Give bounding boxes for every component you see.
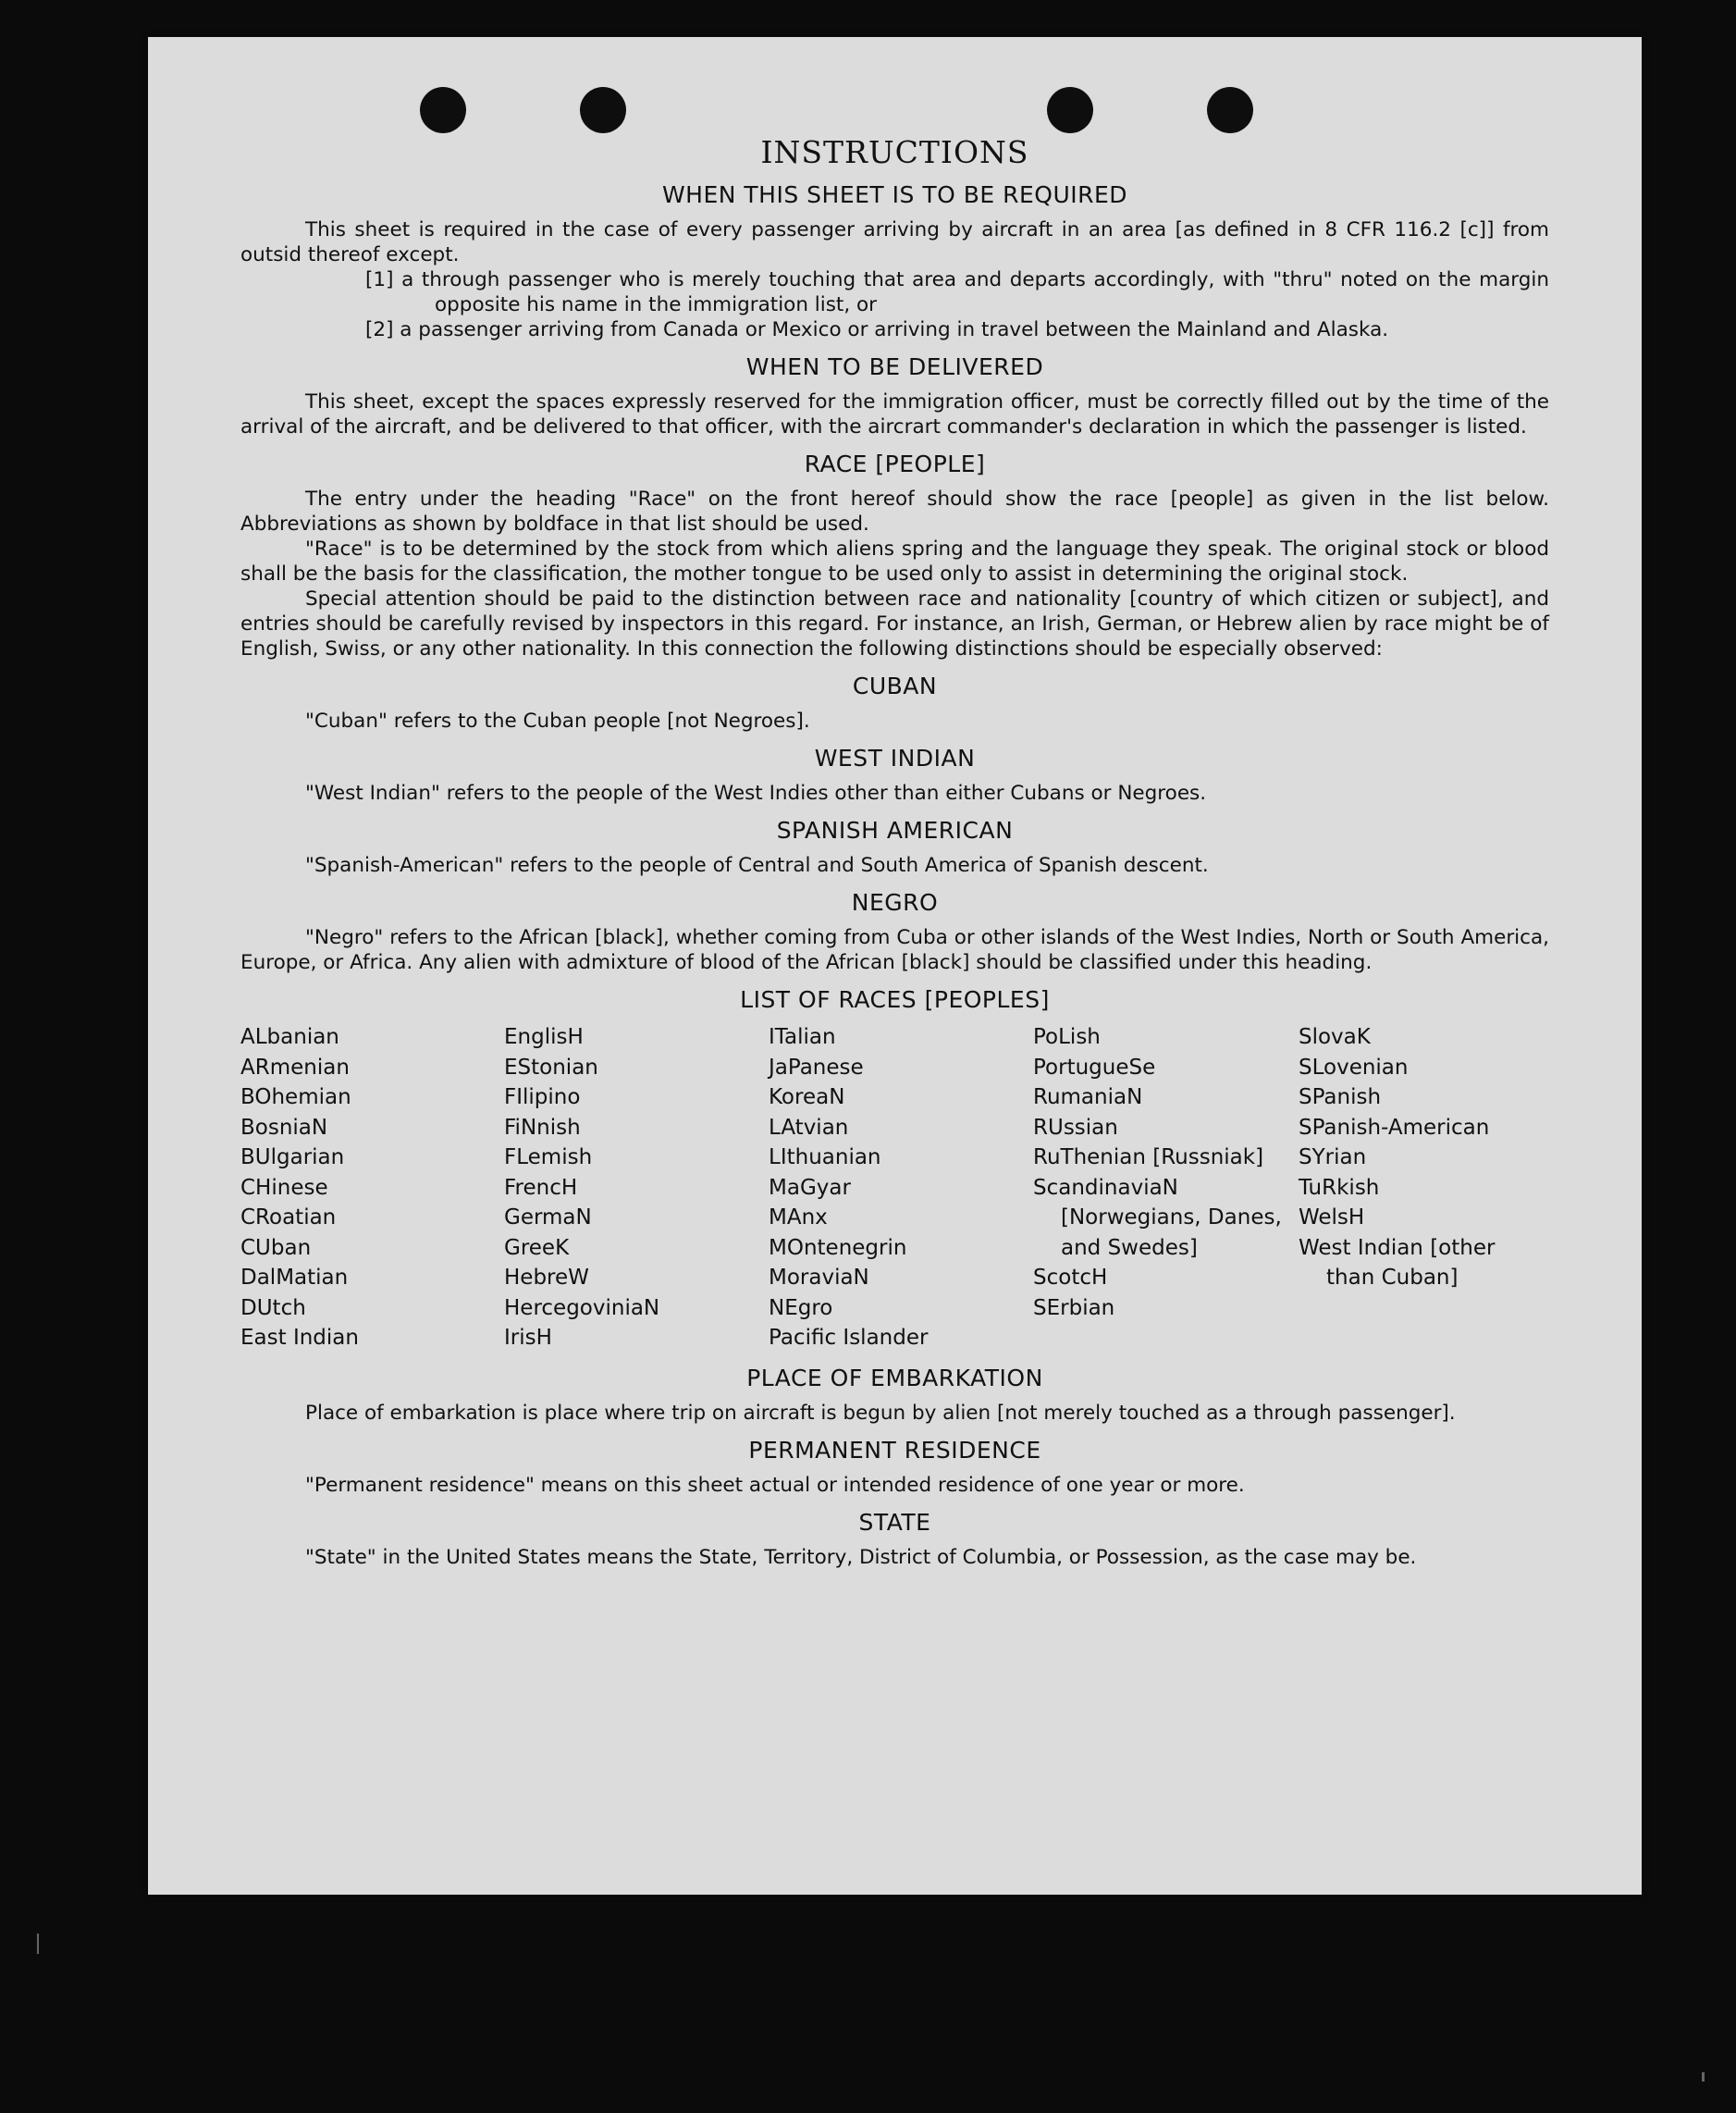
race-entry: FrencH [504, 1175, 578, 1200]
race-entry: SErbian [1033, 1295, 1115, 1320]
race-entry: ScotcH [1033, 1266, 1108, 1290]
race-entry: EStonian [504, 1055, 598, 1080]
spanish-american-text: "Spanish-American" refers to the people of Central and South America of Spanish descent. [305, 854, 1209, 877]
race-entry: FiNnish [504, 1115, 581, 1140]
punch-hole [580, 87, 626, 133]
race-entry: JaPanese [769, 1055, 864, 1080]
exception-item: [2] a passenger arriving from Canada or Mexico or arriving in travel between the Mainland and Alaska. [365, 318, 1389, 341]
race-entry: FIlipino [504, 1085, 581, 1109]
cuban-text: "Cuban" refers to the Cuban people [not Negroes]. [305, 710, 810, 733]
race-entry: HebreW [504, 1266, 589, 1290]
punch-hole [1047, 87, 1093, 133]
race-entry: IrisH [504, 1326, 552, 1350]
race-entry: SYrian [1299, 1145, 1367, 1169]
sheet-content [240, 134, 1549, 1570]
permanent-residence-text: "Permanent residence" means on this sheet actual or intended residence of one year or more. [305, 1473, 1245, 1497]
scan-mark [37, 1934, 39, 1954]
race-paragraph: The entry under the heading "Race" on the front hereof should show the race [people] as given in the list below. Abbreviations as shown by boldface in that list should be used. [240, 488, 1549, 536]
race-entry: WelsH [1299, 1205, 1365, 1229]
race-entry: East Indian [240, 1326, 359, 1350]
race-entry: LAtvian [769, 1115, 849, 1140]
state-text: "State" in the United States means the State, Territory, District of Columbia, or Possession, as the case may be. [305, 1545, 1417, 1569]
race-entry: BosniaN [240, 1115, 328, 1140]
race-entry: ARmenian [240, 1055, 350, 1080]
heading-cuban: CUBAN [852, 673, 938, 699]
race-entry: EnglisH [504, 1025, 584, 1049]
race-entry: DalMatian [240, 1266, 349, 1290]
west-indian-text: "West Indian" refers to the people of the West Indies other than either Cubans or Negroes. [305, 782, 1207, 805]
heading-when-required: WHEN THIS SHEET IS TO BE REQUIRED [661, 181, 1128, 208]
race-entry: BUlgarian [240, 1145, 345, 1169]
race-entry: CHinese [240, 1175, 328, 1200]
scan-mark [1702, 2072, 1705, 2082]
races-column [240, 1022, 504, 1353]
race-entry: MOntenegrin [769, 1235, 907, 1260]
race-entry: SPanish-American [1299, 1115, 1490, 1140]
race-entry: MAnx [769, 1205, 828, 1229]
race-entry: SlovaK [1299, 1025, 1371, 1049]
race-entry: ITalian [769, 1025, 836, 1049]
races-column [1033, 1022, 1299, 1353]
heading-permanent-residence: PERMANENT RESIDENCE [748, 1436, 1041, 1464]
races-column [1299, 1022, 1549, 1353]
place-of-embarkation-text: Place of embarkation is place where trip on aircraft is begun by alien [not merely touched as a through passenger]. [305, 1401, 1456, 1425]
heading-list-of-races: LIST OF RACES [PEOPLES] [740, 986, 1050, 1013]
race-entry: SLovenian [1299, 1055, 1409, 1080]
race-paragraph: Special attention should be paid to the distinction between race and nationality [country of which citizen or subject], and entries should be carefully revised by inspectors in this regard. For instance, an Irish, German, or Hebrew alien by race might be of English, Swiss, or any other nationality. In this connection the following distinctions should be especially observed: [240, 587, 1549, 661]
race-entry: West Indian [other than Cuban] [1299, 1235, 1496, 1290]
race-entry: HercegoviniaN [504, 1295, 660, 1320]
heading-race: RACE [PEOPLE] [804, 451, 986, 477]
exception-item: [1] a through passenger who is merely touching that area and departs accordingly, with "thru" noted on the margin opposite his name in the immigration list, or [365, 268, 1549, 316]
heading-when-delivered: WHEN TO BE DELIVERED [745, 353, 1044, 380]
race-paragraph: "Race" is to be determined by the stock from which aliens spring and the language they speak. The original stock or blood shall be the basis for the classification, the mother tongue to be used only to assist in determining the original stock. [240, 538, 1549, 586]
race-entry: SPanish [1299, 1085, 1382, 1109]
page-title: INSTRUCTIONS [760, 134, 1029, 170]
race-entry: ALbanian [240, 1025, 339, 1049]
race-entry: ScandinaviaN [Norwegians, Danes, and Swedes] [1033, 1175, 1282, 1260]
when-delivered-text: This sheet, except the spaces expressly reserved for the immigration officer, must be correctly filled out by the time of the arrival of the aircraft, and be delivered to that officer, with the aircrart commander's declaration in which the passenger is listed. [240, 390, 1549, 439]
race-entry: NEgro [769, 1295, 833, 1320]
race-entry: MaGyar [769, 1175, 851, 1200]
race-entry: LIthuanian [769, 1145, 881, 1169]
race-entry: RumaniaN [1033, 1085, 1143, 1109]
punch-hole [420, 87, 466, 133]
races-column [769, 1022, 1033, 1353]
negro-text: "Negro" refers to the African [black], whether coming from Cuba or other islands of the West Indies, North or South America, Europe, or Africa. Any alien with admixture of blood of the African [black] should be classified under this heading. [240, 926, 1549, 974]
race-entry: KoreaN [769, 1085, 845, 1109]
race-entry: PoLish [1033, 1025, 1101, 1049]
race-entry: Pacific Islander [769, 1326, 929, 1350]
race-entry: DUtch [240, 1295, 306, 1320]
race-entry: CUban [240, 1235, 312, 1260]
race-entry: TuRkish [1299, 1175, 1380, 1200]
race-entry: BOhemian [240, 1085, 351, 1109]
heading-spanish-american: SPANISH AMERICAN [776, 817, 1014, 844]
race-entry: GermaN [504, 1205, 592, 1229]
race-entry: RuThenian [Russniak] [1033, 1145, 1264, 1169]
race-entry: FLemish [504, 1145, 593, 1169]
races-list [240, 1022, 1549, 1353]
heading-negro: NEGRO [851, 889, 939, 916]
heading-west-indian: WEST INDIAN [814, 745, 976, 772]
race-entry: CRoatian [240, 1205, 337, 1229]
instruction-sheet [148, 37, 1642, 1895]
race-entry: MoraviaN [769, 1266, 869, 1290]
race-entry: RUssian [1033, 1115, 1118, 1140]
when-required-intro: This sheet is required in the case of every passenger arriving by aircraft in an area [as defined in 8 CFR 116.2 [c]] from outsid thereof except. [240, 218, 1549, 266]
race-entry: PortugueSe [1033, 1055, 1156, 1080]
punch-hole [1207, 87, 1253, 133]
race-entry: GreeK [504, 1235, 570, 1260]
heading-place-of-embarkation: PLACE OF EMBARKATION [746, 1364, 1043, 1391]
heading-state: STATE [858, 1508, 931, 1536]
races-column [504, 1022, 769, 1353]
